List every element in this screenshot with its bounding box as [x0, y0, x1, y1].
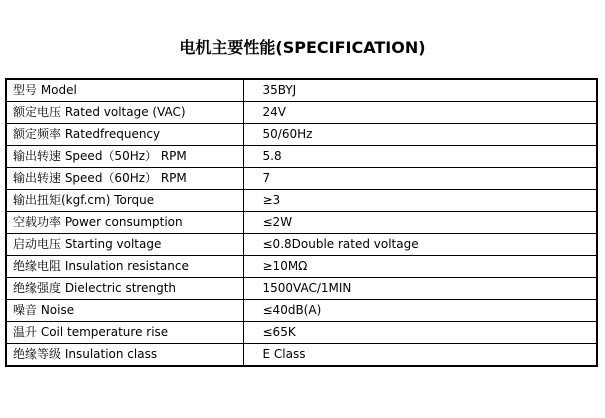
spec-label-speed-50hz: 输出转速 Speed（50Hz） RPM [6, 146, 243, 168]
table-row [6, 168, 597, 190]
page-title: 电机主要性能(SPECIFICATION) [179, 38, 426, 57]
spec-label-dielectric-strength: 绝缘强度 Dielectric strength [6, 278, 243, 300]
table-row [6, 190, 597, 212]
spec-value-starting-voltage: ≤0.8Double rated voltage [243, 234, 597, 256]
spec-label-temperature-rise: 温升 Coil temperature rise [6, 322, 243, 344]
table-row [6, 146, 597, 168]
table-row [6, 234, 597, 256]
spec-value-torque: ≥3 [243, 190, 597, 212]
spec-label-torque: 输出扭矩(kgf.cm) Torque [6, 190, 243, 212]
spec-value-dielectric-strength: 1500VAC/1MIN [243, 278, 597, 300]
table-row [6, 212, 597, 234]
table-row [6, 322, 597, 344]
spec-label-speed-60hz: 输出转速 Speed（60Hz） RPM [6, 168, 243, 190]
spec-value-insulation-resistance: ≥10MΩ [243, 256, 597, 278]
table-row [6, 102, 597, 124]
table-row [6, 79, 597, 102]
spec-label-power-consumption: 空载功率 Power consumption [6, 212, 243, 234]
table-row [6, 124, 597, 146]
spec-value-noise: ≤40dB(A) [243, 300, 597, 322]
spec-value-model: 35BYJ [243, 79, 597, 102]
spec-value-rated-voltage: 24V [243, 102, 597, 124]
spec-label-rated-voltage: 额定电压 Rated voltage (VAC) [6, 102, 243, 124]
spec-value-speed-50hz: 5.8 [243, 146, 597, 168]
spec-value-temperature-rise: ≤65K [243, 322, 597, 344]
spec-label-insulation-class: 绝缘等级 Insulation class [6, 344, 243, 367]
spec-label-noise: 噪音 Noise [6, 300, 243, 322]
spec-label-starting-voltage: 启动电压 Starting voltage [6, 234, 243, 256]
spec-value-power-consumption: ≤2W [243, 212, 597, 234]
spec-label-model: 型号 Model [6, 79, 243, 102]
table-row [6, 256, 597, 278]
table-row [6, 278, 597, 300]
spec-value-speed-60hz: 7 [243, 168, 597, 190]
spec-value-insulation-class: E Class [243, 344, 597, 367]
spec-label-insulation-resistance: 绝缘电阻 Insulation resistance [6, 256, 243, 278]
table-row [6, 344, 597, 367]
spec-table [5, 78, 598, 367]
spec-label-rated-frequency: 额定频率 Ratedfrequency [6, 124, 243, 146]
spec-value-rated-frequency: 50/60Hz [243, 124, 597, 146]
table-row [6, 300, 597, 322]
